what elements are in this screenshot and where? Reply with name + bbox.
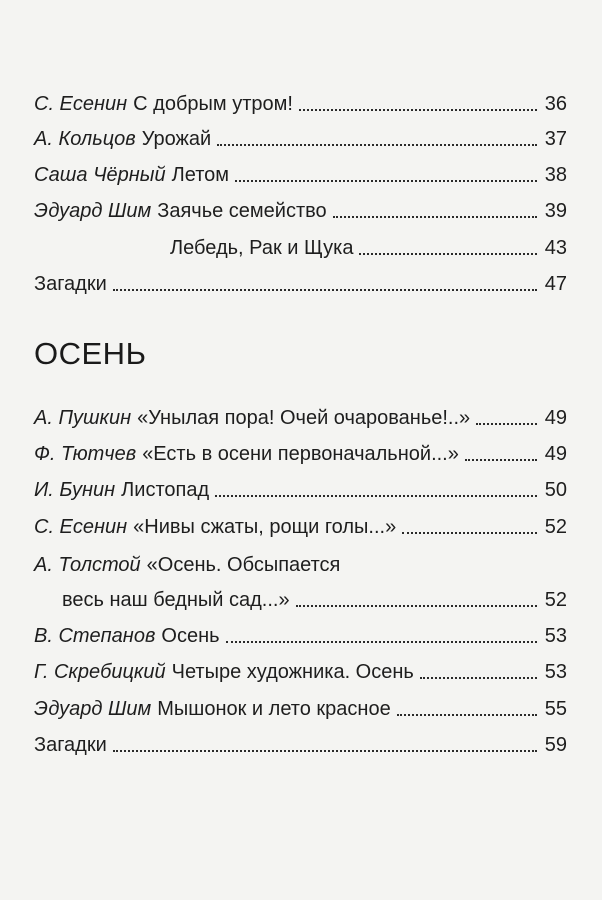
toc-entry[interactable] — [34, 82, 567, 116]
entry-page: 49 — [544, 407, 567, 429]
entry-title: «Осень. Обсыпается — [146, 554, 341, 576]
entry-author: Ф. Тютчев — [34, 443, 137, 465]
entry-author: И. Бунин — [34, 479, 116, 501]
dot-leader — [113, 288, 537, 291]
toc-entry[interactable] — [34, 189, 567, 223]
entry-page: 49 — [544, 443, 567, 465]
entry-title: весь наш бедный сад...» — [62, 589, 290, 611]
dot-leader — [465, 458, 537, 461]
entry-title: Загадки — [34, 734, 107, 756]
toc-entry[interactable] — [34, 396, 567, 430]
entry-title: С добрым утром! — [133, 93, 293, 115]
entry-title: Загадки — [34, 273, 107, 295]
entry-title: «Унылая пора! Очей очарованье!..» — [137, 407, 471, 429]
entry-author: А. Пушкин — [34, 407, 132, 429]
dot-leader — [226, 640, 537, 643]
entry-author: С. Есенин — [34, 93, 128, 115]
entry-title: Мышонок и лето красное — [157, 698, 391, 720]
dot-leader — [215, 494, 537, 497]
toc-entry[interactable] — [34, 432, 567, 466]
dot-leader — [359, 252, 537, 255]
dot-leader — [420, 676, 537, 679]
entry-title: Летом — [171, 164, 230, 186]
toc-entry[interactable] — [34, 117, 567, 151]
toc-entry[interactable] — [34, 153, 567, 187]
entry-page: 52 — [544, 516, 567, 538]
toc-entry[interactable] — [34, 262, 567, 296]
entry-author: А. Толстой — [34, 554, 141, 576]
dot-leader — [217, 143, 537, 146]
entry-page: 53 — [544, 625, 567, 647]
entry-page: 52 — [544, 589, 567, 611]
entry-author: Саша Чёрный — [34, 164, 166, 186]
toc-entry[interactable] — [34, 723, 567, 757]
entry-title: Листопад — [121, 479, 210, 501]
entry-page: 37 — [544, 128, 567, 150]
entry-page: 38 — [544, 164, 567, 186]
entry-title: Заячье семейство — [157, 200, 327, 222]
entry-page: 50 — [544, 479, 567, 501]
entry-author: Эдуард Шим — [34, 200, 152, 222]
dot-leader — [113, 749, 537, 752]
toc-entry-continuation[interactable] — [62, 578, 567, 612]
entry-author: Эдуард Шим — [34, 698, 152, 720]
toc-entry[interactable] — [170, 226, 567, 260]
entry-title: Урожай — [141, 128, 212, 150]
entry-page: 36 — [544, 93, 567, 115]
entry-title: «Нивы сжаты, рощи голы...» — [133, 516, 397, 538]
toc-entry[interactable] — [34, 505, 567, 539]
toc-entry[interactable] — [34, 687, 567, 721]
entry-page: 39 — [544, 200, 567, 222]
dot-leader — [397, 713, 537, 716]
entry-title: Лебедь, Рак и Щука — [170, 237, 354, 259]
entry-title: Четыре художника. Осень — [171, 661, 414, 683]
entry-page: 55 — [544, 698, 567, 720]
dot-leader — [333, 215, 537, 218]
dot-leader — [402, 531, 537, 534]
entry-title: Осень — [161, 625, 220, 647]
entry-author: Г. Скребицкий — [34, 661, 166, 683]
entry-author: А. Кольцов — [34, 128, 136, 150]
dot-leader — [299, 108, 537, 111]
entry-title: «Есть в осени первоначальной...» — [142, 443, 459, 465]
dot-leader — [296, 604, 537, 607]
toc-entry[interactable] — [34, 543, 567, 577]
dot-leader — [235, 179, 537, 182]
section-heading-autumn: ОСЕНЬ — [34, 336, 147, 371]
entry-page: 59 — [544, 734, 567, 756]
entry-author: С. Есенин — [34, 516, 128, 538]
toc-entry[interactable] — [34, 468, 567, 502]
entry-page: 43 — [544, 237, 567, 259]
toc-entry[interactable] — [34, 650, 567, 684]
entry-page: 47 — [544, 273, 567, 295]
toc-entry[interactable] — [34, 614, 567, 648]
entry-page: 53 — [544, 661, 567, 683]
entry-author: В. Степанов — [34, 625, 156, 647]
dot-leader — [476, 422, 537, 425]
